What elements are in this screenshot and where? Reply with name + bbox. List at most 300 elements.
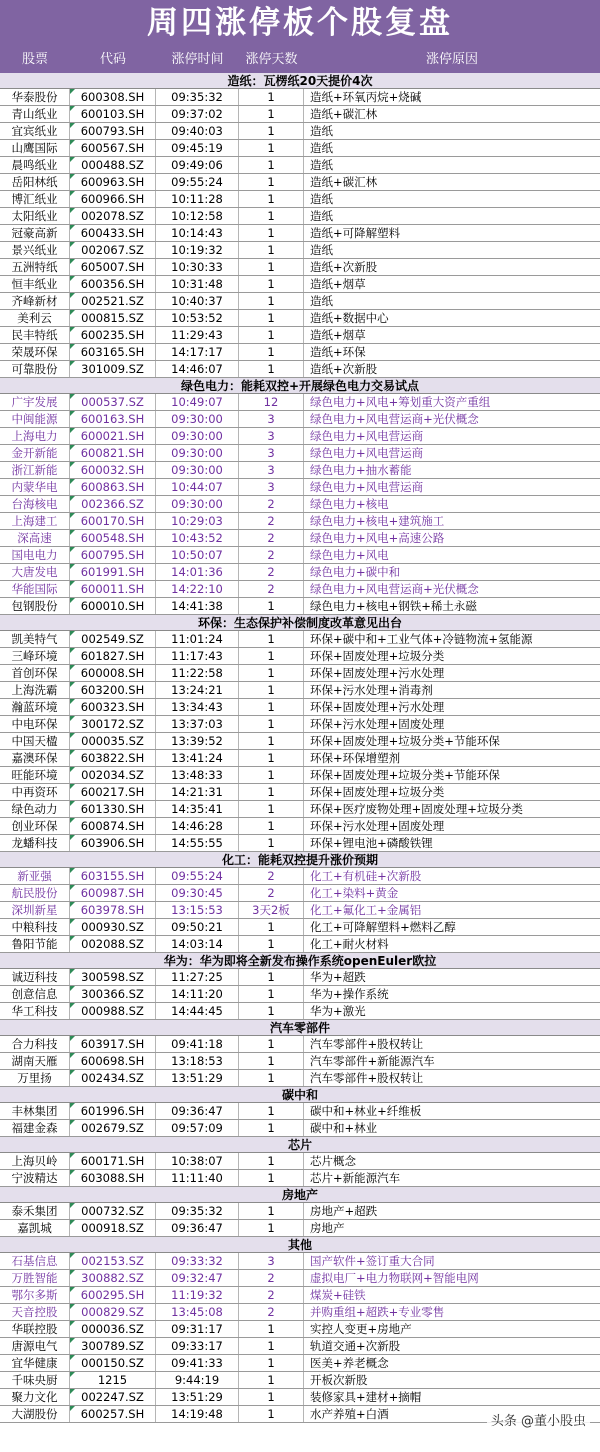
limit-days: 1 [239,225,304,241]
limit-days: 1 [239,259,304,275]
limit-time: 13:51:29 [156,1389,239,1405]
stock-name: 中粮科技 [0,919,70,935]
limit-time: 13:24:21 [156,682,239,698]
limit-time: 13:48:33 [156,767,239,783]
stock-name: 创业环保 [0,818,70,834]
limit-time: 10:30:33 [156,259,239,275]
limit-up-table [0,73,600,1423]
limit-time: 14:17:17 [156,344,239,360]
stock-name: 太阳纸业 [0,208,70,224]
limit-reason: 化工+染料+黄金 [310,886,399,900]
stock-code: 603088.SH [70,1170,156,1186]
stock-code: 300789.SZ [70,1338,156,1354]
limit-reason: 芯片+新能源汽车 [310,1171,401,1185]
stock-code: 000537.SZ [70,394,156,410]
table-row [0,1036,600,1053]
stock-code: 600698.SH [70,1053,156,1069]
table-row [0,1372,600,1389]
table-row [0,1103,600,1120]
limit-time: 13:45:08 [156,1304,239,1320]
table-row [0,1338,600,1355]
stock-code: 600323.SH [70,699,156,715]
limit-days: 3 [239,462,304,478]
limit-days: 1 [239,818,304,834]
limit-time: 09:49:06 [156,157,239,173]
limit-reason: 华为+超跌 [310,970,366,984]
table-row [0,818,600,835]
limit-days: 1 [239,682,304,698]
limit-days: 1 [239,157,304,173]
limit-time: 14:01:36 [156,564,239,580]
stock-name: 中国天楹 [0,733,70,749]
limit-days: 1 [239,665,304,681]
stock-name: 恒丰纸业 [0,276,70,292]
table-row [0,208,600,225]
limit-reason: 造纸+碳汇林 [310,107,378,121]
limit-time: 10:43:52 [156,530,239,546]
limit-time: 9:44:19 [156,1372,239,1388]
limit-days: 1 [239,1070,304,1086]
limit-reason: 造纸+烟草 [310,277,366,291]
limit-time: 09:35:32 [156,1203,239,1219]
limit-days: 1 [239,1053,304,1069]
stock-name: 聚力文化 [0,1389,70,1405]
limit-time: 10:14:43 [156,225,239,241]
limit-days: 2 [239,1287,304,1303]
stock-name: 浙江新能 [0,462,70,478]
table-row [0,394,600,411]
limit-time: 10:38:07 [156,1153,239,1169]
limit-reason: 并购重组+超跌+专业零售 [310,1305,445,1319]
limit-days: 1 [239,699,304,715]
limit-days: 1 [239,1338,304,1354]
stock-name: 宜宾纸业 [0,123,70,139]
limit-reason: 绿色电力+风电营运商+光伏概念 [310,582,479,596]
limit-time: 10:50:07 [156,547,239,563]
limit-days: 2 [239,547,304,563]
limit-time: 11:11:40 [156,1170,239,1186]
limit-days: 1 [239,767,304,783]
stock-code: 002549.SZ [70,631,156,647]
stock-code: 002067.SZ [70,242,156,258]
table-row [0,631,600,648]
stock-name: 嘉凯城 [0,1220,70,1236]
stock-name: 万胜智能 [0,1270,70,1286]
stock-code: 603155.SH [70,868,156,884]
stock-code: 603165.SH [70,344,156,360]
limit-days: 1 [239,140,304,156]
limit-days: 3天2板 [239,902,304,918]
stock-name: 诚迈科技 [0,969,70,985]
limit-reason: 造纸+环氧丙烷+烧碱 [310,90,422,104]
stock-name: 创意信息 [0,986,70,1002]
stock-name: 荣晟环保 [0,344,70,360]
stock-code: 601827.SH [70,648,156,664]
limit-days: 3 [239,1253,304,1269]
table-row [0,479,600,496]
limit-time: 09:30:00 [156,445,239,461]
stock-name: 合力科技 [0,1036,70,1052]
limit-days: 1 [239,986,304,1002]
limit-days: 1 [239,1103,304,1119]
table-row [0,784,600,801]
stock-code: 600021.SH [70,428,156,444]
section-header: 芯片 [0,1137,600,1153]
stock-code: 300882.SZ [70,1270,156,1286]
limit-reason: 环保+固废处理+垃圾分类 [310,649,445,663]
limit-reason: 环保+锂电池+磷酸铁锂 [310,836,433,850]
stock-name: 金开新能 [0,445,70,461]
table-row [0,259,600,276]
stock-code: 600103.SH [70,106,156,122]
stock-code: 600433.SH [70,225,156,241]
limit-reason: 造纸+烟草 [310,328,366,342]
stock-code: 600163.SH [70,411,156,427]
limit-time: 09:32:47 [156,1270,239,1286]
stock-code: 600010.SH [70,598,156,614]
limit-days: 1 [239,784,304,800]
limit-days: 1 [239,106,304,122]
limit-time: 09:33:32 [156,1253,239,1269]
limit-time: 14:41:38 [156,598,239,614]
table-row [0,547,600,564]
limit-reason: 化工+可降解塑料+燃料乙醇 [310,920,456,934]
stock-code: 600821.SH [70,445,156,461]
table-row [0,106,600,123]
limit-days: 1 [239,919,304,935]
limit-days: 2 [239,1270,304,1286]
stock-code: 002434.SZ [70,1070,156,1086]
table-row [0,868,600,885]
table-row [0,1270,600,1287]
table-row [0,733,600,750]
table-row [0,445,600,462]
stock-code: 600874.SH [70,818,156,834]
limit-time: 09:30:00 [156,428,239,444]
stock-name: 华联控股 [0,1321,70,1337]
limit-time: 13:39:52 [156,733,239,749]
limit-time: 14:21:31 [156,784,239,800]
limit-days: 1 [239,631,304,647]
section-header: 碳中和 [0,1087,600,1103]
table-row [0,1120,600,1137]
stock-code: 603906.SH [70,835,156,851]
table-row [0,1003,600,1020]
stock-name: 旺能环境 [0,767,70,783]
stock-code: 000488.SZ [70,157,156,173]
page-title: 周四涨停板个股复盘 [0,0,600,46]
table-row [0,1321,600,1338]
table-row [0,969,600,986]
table-row [0,936,600,953]
limit-time: 14:11:20 [156,986,239,1002]
limit-days: 1 [239,598,304,614]
stock-code: 301009.SZ [70,361,156,377]
stock-code: 600567.SH [70,140,156,156]
stock-code: 603978.SH [70,902,156,918]
limit-time: 09:35:32 [156,89,239,105]
limit-reason: 实控人变更+房地产 [310,1322,412,1336]
stock-name: 千味央厨 [0,1372,70,1388]
stock-name: 鄂尔多斯 [0,1287,70,1303]
limit-time: 09:36:47 [156,1220,239,1236]
limit-reason: 华为+操作系统 [310,987,389,1001]
stock-name: 民丰特纸 [0,327,70,343]
limit-reason: 华为+激光 [310,1004,366,1018]
limit-time: 14:03:14 [156,936,239,952]
limit-time: 11:17:43 [156,648,239,664]
stock-name: 天音控股 [0,1304,70,1320]
table-row [0,191,600,208]
stock-code: 600793.SH [70,123,156,139]
limit-days: 1 [239,293,304,309]
stock-name: 万里扬 [0,1070,70,1086]
table-row [0,767,600,784]
table-row [0,174,600,191]
table-row [0,581,600,598]
limit-days: 3 [239,445,304,461]
limit-time: 14:46:28 [156,818,239,834]
limit-time: 10:11:28 [156,191,239,207]
stock-name: 深高速 [0,530,70,546]
stock-code: 000988.SZ [70,1003,156,1019]
limit-days: 12 [239,394,304,410]
limit-reason: 国产软件+签订重大合同 [310,1254,435,1268]
section-header: 造纸：瓦楞纸20天提价4次 [0,73,600,89]
limit-reason: 环保+环保增塑剂 [310,751,401,765]
stock-name: 华工科技 [0,1003,70,1019]
limit-days: 1 [239,344,304,360]
stock-name: 龙蟠科技 [0,835,70,851]
stock-code: 000036.SZ [70,1321,156,1337]
limit-days: 1 [239,750,304,766]
table-row [0,1287,600,1304]
limit-reason: 汽车零部件+股权转让 [310,1037,424,1051]
table-row [0,919,600,936]
stock-name: 中电环保 [0,716,70,732]
limit-time: 10:12:58 [156,208,239,224]
limit-time: 14:46:07 [156,361,239,377]
stock-name: 三峰环境 [0,648,70,664]
table-row [0,530,600,547]
stock-name: 广宇发展 [0,394,70,410]
limit-reason: 绿色电力+碳中和 [310,565,401,579]
stock-name: 上海洗霸 [0,682,70,698]
limit-time: 10:29:03 [156,513,239,529]
table-row [0,902,600,919]
stock-name: 中再资环 [0,784,70,800]
stock-name: 航民股份 [0,885,70,901]
limit-days: 1 [239,310,304,326]
column-header-stock: 股票 [21,52,48,67]
limit-reason: 绿色电力+核电+钢铁+稀土永磁 [310,599,477,613]
limit-reason: 造纸+环保 [310,345,366,359]
limit-time: 13:18:53 [156,1053,239,1069]
limit-reason: 环保+固废处理+污水处理 [310,666,445,680]
watermark: 头条 @董小股虫 [487,1409,590,1430]
limit-days: 1 [239,648,304,664]
limit-reason: 碳中和+林业 [310,1121,378,1135]
stock-code: 1215 [70,1372,156,1388]
limit-reason: 碳中和+林业+纤维板 [310,1104,422,1118]
stock-name: 上海电力 [0,428,70,444]
table-row [0,801,600,818]
limit-days: 3 [239,411,304,427]
limit-days: 2 [239,513,304,529]
limit-days: 1 [239,191,304,207]
stock-code: 603200.SH [70,682,156,698]
limit-days: 3 [239,479,304,495]
limit-reason: 环保+固废处理+垃圾分类 [310,785,445,799]
limit-reason: 造纸+数据中心 [310,311,389,325]
limit-reason: 绿色电力+核电 [310,497,389,511]
limit-days: 1 [239,969,304,985]
stock-code: 000829.SZ [70,1304,156,1320]
stock-name: 大湖股份 [0,1406,70,1422]
limit-days: 1 [239,208,304,224]
limit-reason: 绿色电力+风电营运商 [310,429,424,443]
limit-time: 10:31:48 [156,276,239,292]
limit-reason: 造纸 [310,209,333,223]
stock-code: 002679.SZ [70,1120,156,1136]
stock-code: 600795.SH [70,547,156,563]
limit-days: 1 [239,1220,304,1236]
limit-reason: 环保+固废处理+污水处理 [310,700,445,714]
limit-days: 3 [239,428,304,444]
limit-time: 09:36:47 [156,1103,239,1119]
limit-reason: 装修家具+建材+摘帽 [310,1390,422,1404]
limit-days: 2 [239,564,304,580]
stock-name: 冠豪高新 [0,225,70,241]
stock-name: 山鹰国际 [0,140,70,156]
table-row [0,750,600,767]
table-row [0,310,600,327]
table-row [0,598,600,615]
table-row [0,699,600,716]
limit-time: 09:55:24 [156,174,239,190]
limit-time: 10:19:32 [156,242,239,258]
table-row [0,411,600,428]
stock-name: 上海贝岭 [0,1153,70,1169]
limit-time: 14:44:45 [156,1003,239,1019]
stock-name: 博汇纸业 [0,191,70,207]
table-row [0,648,600,665]
limit-time: 09:57:09 [156,1120,239,1136]
limit-reason: 造纸 [310,158,333,172]
limit-reason: 绿色电力+风电+筹划重大资产重组 [310,395,491,409]
stock-code: 603822.SH [70,750,156,766]
table-row [0,986,600,1003]
limit-reason: 环保+污水处理+固废处理 [310,717,445,731]
stock-code: 600171.SH [70,1153,156,1169]
stock-code: 000732.SZ [70,1203,156,1219]
limit-time: 11:01:24 [156,631,239,647]
limit-days: 1 [239,361,304,377]
table-row [0,327,600,344]
stock-name: 华能国际 [0,581,70,597]
limit-time: 11:19:32 [156,1287,239,1303]
limit-time: 09:50:21 [156,919,239,935]
column-header-reason: 涨停原因 [425,52,478,67]
limit-time: 14:22:10 [156,581,239,597]
stock-name: 福建金森 [0,1120,70,1136]
limit-reason: 开板次新股 [310,1373,368,1387]
stock-name: 唐源电气 [0,1338,70,1354]
stock-name: 鲁阳节能 [0,936,70,952]
limit-reason: 轨道交通+次新股 [310,1339,401,1353]
limit-days: 2 [239,530,304,546]
limit-time: 11:29:43 [156,327,239,343]
limit-days: 1 [239,936,304,952]
table-row [0,140,600,157]
limit-reason: 化工+氟化工+金属铝 [310,903,422,917]
stock-code: 600295.SH [70,1287,156,1303]
stock-code: 600863.SH [70,479,156,495]
stock-code: 600966.SH [70,191,156,207]
limit-reason: 房地产 [310,1221,345,1235]
stock-code: 002521.SZ [70,293,156,309]
limit-days: 1 [239,1203,304,1219]
table-row [0,1304,600,1321]
stock-code: 601996.SH [70,1103,156,1119]
stock-code: 601330.SH [70,801,156,817]
table-row [0,1170,600,1187]
limit-reason: 煤炭+硅铁 [310,1288,366,1302]
limit-time: 09:40:03 [156,123,239,139]
table-row [0,1153,600,1170]
column-header-limit-days: 涨停天数 [245,52,298,67]
stock-name: 宁波精达 [0,1170,70,1186]
table-row [0,1053,600,1070]
stock-name: 美利云 [0,310,70,326]
table-row [0,89,600,106]
limit-reason: 环保+医疗废物处理+固废处理+垃圾分类 [310,802,523,816]
limit-time: 09:30:45 [156,885,239,901]
stock-code: 000150.SZ [70,1355,156,1371]
stock-code: 300366.SZ [70,986,156,1002]
limit-days: 2 [239,581,304,597]
limit-reason: 绿色电力+风电+高速公路 [310,531,445,545]
limit-reason: 绿色电力+风电营运商 [310,480,424,494]
table-row [0,682,600,699]
section-header: 其他 [0,1237,600,1253]
stock-name: 瀚蓝环境 [0,699,70,715]
stock-code: 000930.SZ [70,919,156,935]
limit-time: 10:49:07 [156,394,239,410]
stock-code: 600548.SH [70,530,156,546]
table-row [0,564,600,581]
limit-time: 14:19:48 [156,1406,239,1422]
limit-time: 09:30:00 [156,462,239,478]
section-header: 化工：能耗双控提升涨价预期 [0,852,600,868]
section-header: 绿色电力：能耗双控+开展绿色电力交易试点 [0,378,600,394]
limit-days: 1 [239,123,304,139]
limit-reason: 造纸+次新股 [310,260,378,274]
table-row [0,293,600,310]
limit-reason: 造纸 [310,294,333,308]
stock-name: 国电电力 [0,547,70,563]
stock-code: 600963.SH [70,174,156,190]
table-row [0,157,600,174]
limit-days: 2 [239,868,304,884]
column-header-limit-time: 涨停时间 [171,52,224,67]
limit-reason: 造纸+碳汇林 [310,175,378,189]
table-row [0,1203,600,1220]
limit-days: 1 [239,1120,304,1136]
stock-code: 000815.SZ [70,310,156,326]
stock-code: 002034.SZ [70,767,156,783]
limit-time: 09:37:02 [156,106,239,122]
